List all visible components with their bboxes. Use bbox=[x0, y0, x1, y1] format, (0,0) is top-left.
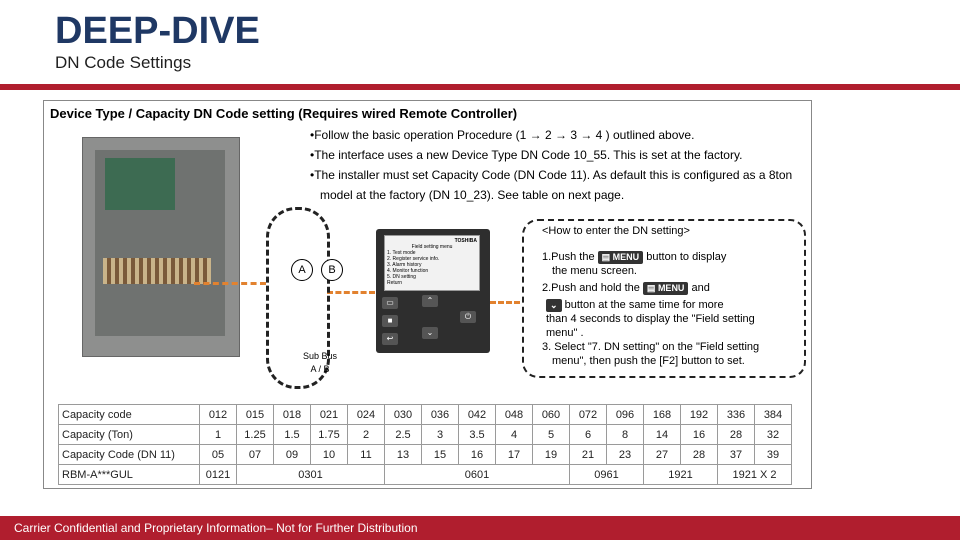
menu-key-icon: ▤ MENU bbox=[643, 282, 689, 295]
monitor-icon: ▭ bbox=[382, 297, 398, 309]
up-arrow-icon: ⌃ bbox=[422, 295, 438, 307]
down-key-icon: ⌄ bbox=[546, 299, 562, 312]
table-row: RBM-A***GUL 0121 0301 0601 0961 1921 1921 X 2 bbox=[59, 465, 792, 485]
footer-bar bbox=[0, 516, 960, 540]
instruction-item: •The interface uses a new Device Type DN Code 10_55. This is set at the factory. bbox=[310, 148, 743, 162]
table-row: Capacity (Ton) 1 1.25 1.5 1.75 2 2.5 3 3.5 4 5 6 8 14 16 28 32 bbox=[59, 425, 792, 445]
panel-title: Device Type / Capacity DN Code setting (Requires wired Remote Controller) bbox=[50, 106, 518, 121]
menu-key-icon: ▤ MENU bbox=[598, 251, 644, 264]
table-row: Capacity Code (DN 11) 05 07 09 10 11 13 15 16 17 19 21 23 27 28 37 39 bbox=[59, 445, 792, 465]
footer-text: Carrier Confidential and Proprietary Information– Not for Further Distribution bbox=[14, 521, 418, 535]
terminal-b: B bbox=[321, 259, 343, 281]
highlight-connector bbox=[490, 301, 520, 304]
page-subtitle: DN Code Settings bbox=[55, 53, 192, 72]
page-title: DEEP-DIVE bbox=[55, 10, 260, 52]
menu-icon: ■ bbox=[382, 315, 398, 327]
instruction-list bbox=[310, 125, 800, 205]
highlight-connector bbox=[194, 282, 266, 285]
highlight-connector bbox=[327, 291, 375, 294]
instruction-item: •Follow the basic operation Procedure (1 → 2 → 3 → 4 ) outlined above. bbox=[310, 128, 695, 142]
table-row: Capacity code 012 015 018 021 024 030 036 042 048 060 072 096 168 192 336 384 bbox=[59, 405, 792, 425]
header-divider bbox=[0, 84, 960, 90]
capacity-dn-code-table bbox=[58, 404, 792, 485]
dn-setting-howto: <How to enter the DN setting> 1.Push the ▤ MENU button to display the menu screen. 2.Push and hold the ▤ MENU and ⌄ button at the same time for more than 4 seconds to display the "Field setting menu" . 3. Select "7. DN setting" on the "Field setting menu", then push the [F2] button to set. bbox=[522, 219, 806, 378]
instruction-item: •The installer must set Capacity Code (DN Code 11). As default this is configured as a 8ton model at the factory (DN 10_23). See table on next page. bbox=[310, 168, 793, 202]
dn-settings-panel bbox=[43, 100, 812, 489]
sub-bus-label: Sub Bus A / B bbox=[303, 351, 338, 374]
control-box-photo bbox=[82, 137, 240, 357]
down-arrow-icon: ⌄ bbox=[422, 327, 438, 339]
terminal-a: A bbox=[291, 259, 313, 281]
power-icon: ⏻ bbox=[460, 311, 476, 323]
remote-screen: TOSHIBA Field setting menu 1. Test mode 2. Register service info. 3. Alarm history 4. Monitor function 5. DN setting Return bbox=[384, 235, 480, 291]
howto-heading: <How to enter the DN setting> bbox=[542, 225, 690, 237]
return-icon: ↩ bbox=[382, 333, 398, 345]
remote-controller-image bbox=[376, 229, 490, 353]
